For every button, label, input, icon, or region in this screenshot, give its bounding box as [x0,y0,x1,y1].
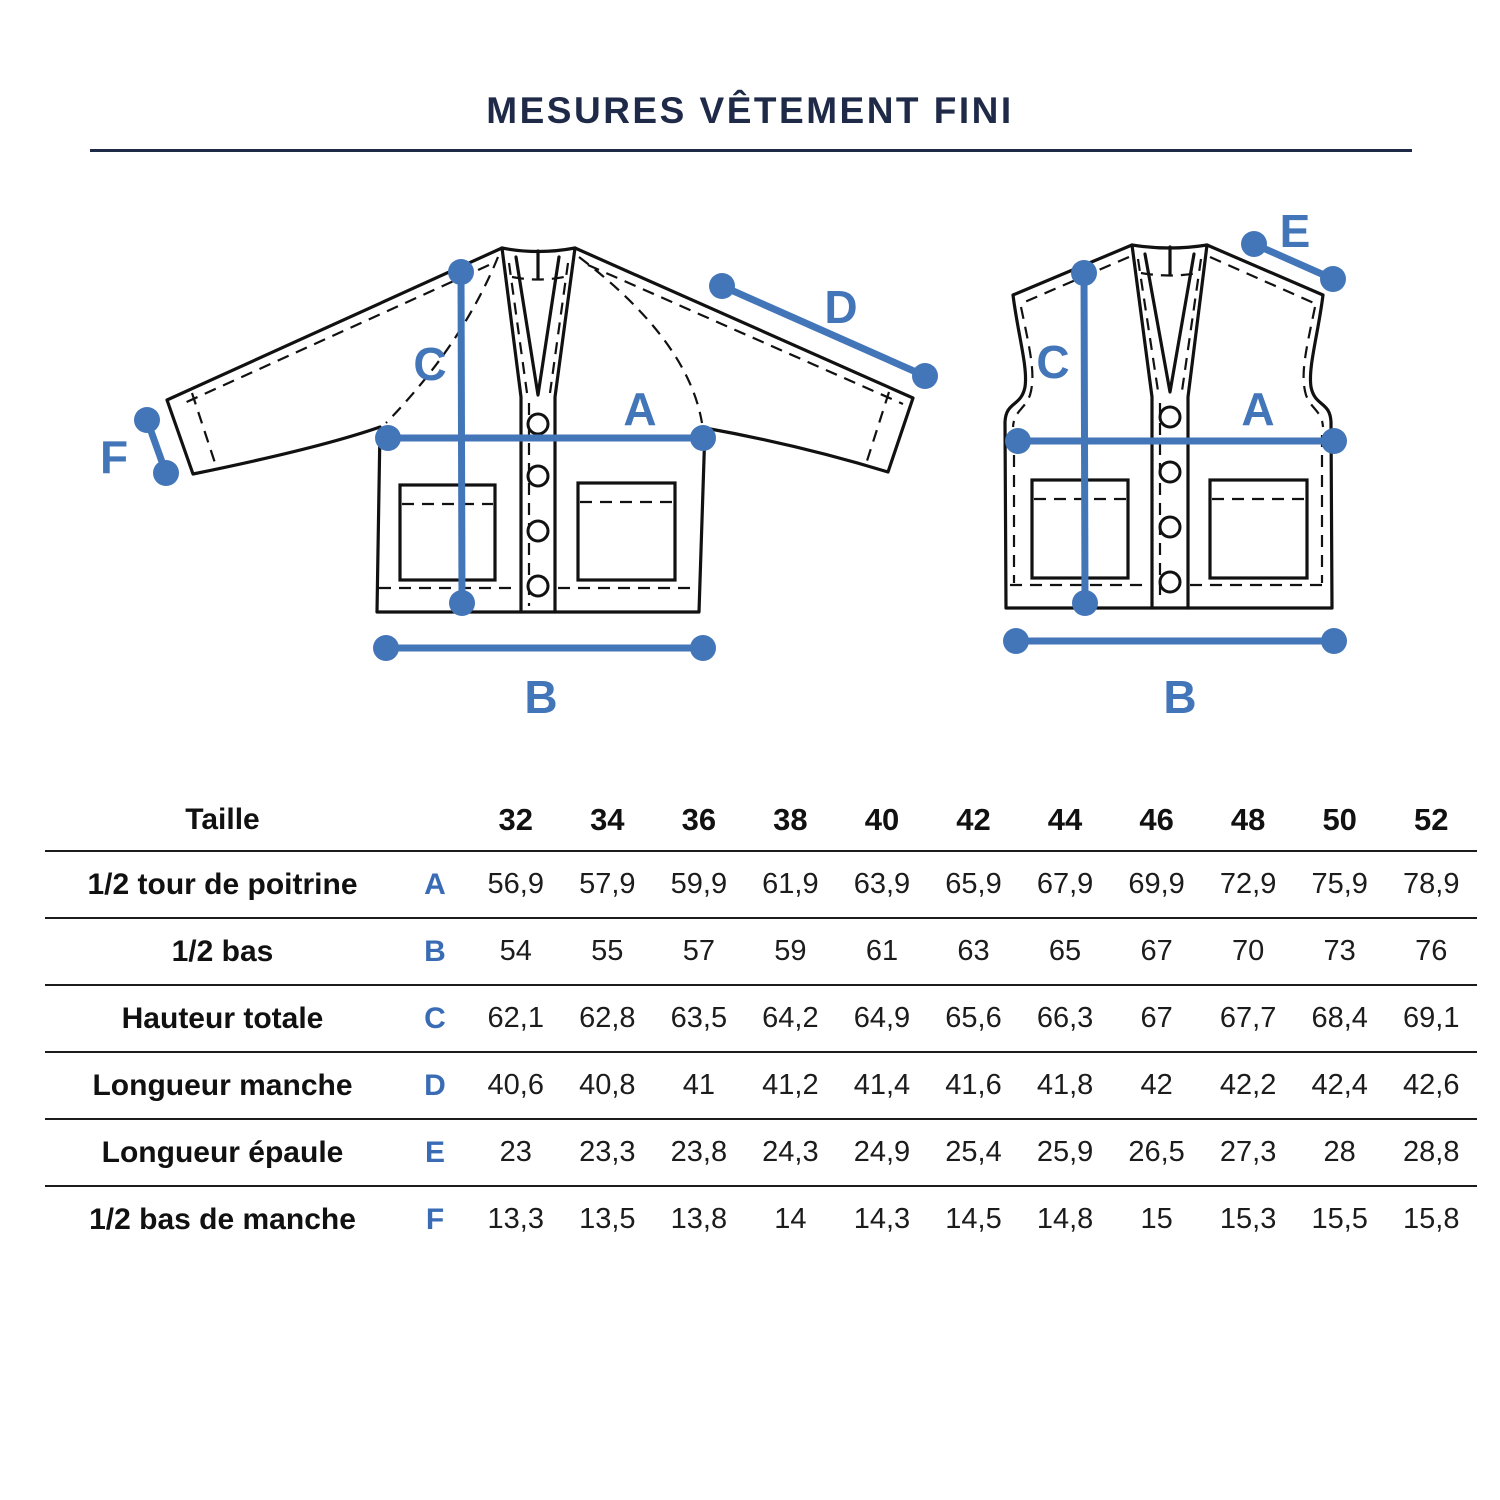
size-value: 61,9 [762,868,819,900]
size-col-header: 52 [1413,802,1449,837]
size-value: 15,5 [1311,1203,1368,1235]
size-value: 40,8 [579,1069,636,1101]
button-icon [528,521,548,541]
row-label: 1/2 bas [171,934,274,968]
table-row [45,852,1477,919]
measure-label-c-cardigan: C [413,338,447,390]
size-col-header: 36 [681,802,717,837]
size-col-header: 40 [864,802,900,837]
size-value: 65,6 [945,1002,1002,1034]
measure-label-d-cardigan: D [824,281,858,333]
size-value: 64,9 [853,1002,911,1034]
size-value: 13,8 [670,1203,728,1235]
measure-label-a-cardigan: A [623,383,657,435]
size-value: 62,8 [579,1002,636,1034]
size-value: 54 [499,935,532,967]
cardigan-drawing [167,248,913,612]
size-value: 57,9 [579,868,636,900]
measure-letter: C [424,1001,446,1035]
size-value: 65,9 [945,868,1002,900]
measure-label-a-vest: A [1241,383,1275,435]
size-value: 41,2 [762,1069,819,1101]
size-value: 28,8 [1403,1136,1460,1168]
size-value: 27,3 [1219,1136,1277,1168]
size-value: 67 [1140,1002,1173,1034]
row-label: Longueur manche [92,1068,353,1102]
size-value: 63,9 [853,868,911,900]
size-value: 75,9 [1311,868,1368,900]
size-value: 67 [1140,935,1173,967]
size-value: 42,2 [1219,1069,1277,1101]
size-value: 13,3 [487,1203,544,1235]
size-value: 76 [1415,935,1448,967]
size-value: 67,7 [1219,1002,1277,1034]
finished-garment-diagram [0,190,1500,770]
button-icon [528,414,548,434]
size-value: 57 [682,935,715,967]
table-row [45,1120,1477,1187]
size-value: 15,3 [1219,1203,1277,1235]
size-value: 72,9 [1219,868,1277,900]
measure-letter: A [424,867,446,901]
size-value: 15 [1140,1203,1173,1235]
table-row [45,986,1477,1053]
size-value: 23,8 [670,1136,728,1168]
button-icon [1160,517,1180,537]
size-col-header: 42 [956,802,991,837]
size-value: 13,5 [579,1203,636,1235]
size-value: 41,8 [1036,1069,1094,1101]
size-value: 14,5 [945,1203,1002,1235]
size-value: 66,3 [1036,1002,1094,1034]
size-value: 14,3 [853,1203,911,1235]
size-value: 78,9 [1403,868,1460,900]
size-value: 14,8 [1036,1203,1094,1235]
row-label: 1/2 bas de manche [89,1202,356,1236]
size-table-body [45,852,1477,1252]
size-value: 70 [1232,935,1265,967]
size-value: 55 [591,935,624,967]
measure-label-e-vest: E [1279,205,1311,257]
size-col-header: 32 [498,802,533,837]
size-value: 23 [499,1136,532,1168]
size-value: 42,6 [1403,1069,1460,1101]
row-label: Longueur épaule [101,1135,344,1169]
measure-letter: F [425,1202,445,1236]
row-label: 1/2 tour de poitrine [87,867,358,901]
size-value: 59 [774,935,807,967]
size-value: 14 [774,1203,807,1235]
measure-label-c-vest: C [1036,336,1070,388]
size-value: 61 [865,935,899,967]
button-icon [1160,407,1180,427]
size-value: 69,1 [1403,1002,1460,1034]
size-value: 67,9 [1036,868,1094,900]
size-col-header: 38 [773,802,808,837]
size-value: 40,6 [487,1069,544,1101]
page-title: MESURES VÊTEMENT FINI [486,90,1014,131]
table-header-label: Taille [185,803,260,836]
measure-letter: E [424,1135,445,1169]
size-value: 59,9 [670,868,728,900]
size-value: 25,9 [1036,1136,1094,1168]
button-icon [528,466,548,486]
table-row [45,1187,1477,1252]
size-value: 62,1 [487,1002,544,1034]
size-value: 23,3 [579,1136,636,1168]
title-divider [90,149,1412,152]
size-value: 15,8 [1403,1203,1460,1235]
size-value: 42 [1140,1069,1173,1101]
size-value: 69,9 [1128,868,1185,900]
size-table [45,790,1477,1252]
button-icon [528,576,548,596]
size-value: 26,5 [1128,1136,1185,1168]
size-value: 42,4 [1311,1069,1368,1101]
vest-drawing [1005,245,1332,608]
size-value: 65 [1048,935,1082,967]
size-value: 68,4 [1311,1002,1368,1034]
size-value: 56,9 [487,868,544,900]
measure-label-f-cardigan: F [99,431,129,483]
measure-letter: B [424,934,446,968]
size-col-header: 34 [590,802,625,837]
size-col-header: 46 [1139,802,1174,837]
size-value: 28 [1323,1136,1356,1168]
button-icon [1160,462,1180,482]
row-label: Hauteur totale [121,1001,324,1035]
size-value: 63,5 [670,1002,728,1034]
size-value: 73 [1323,935,1356,967]
size-col-header: 50 [1322,802,1357,837]
size-value: 63 [957,935,990,967]
size-value: 41 [682,1069,715,1101]
size-value: 24,3 [762,1136,819,1168]
size-value: 64,2 [762,1002,819,1034]
size-value: 41,4 [853,1069,911,1101]
table-row [45,919,1477,986]
measure-label-b-vest: B [1163,671,1197,723]
measure-letter: D [424,1068,446,1102]
size-value: 41,6 [945,1069,1002,1101]
size-col-header: 44 [1047,802,1083,837]
button-icon [1160,572,1180,592]
table-header-row [45,790,1477,852]
size-value: 24,9 [853,1136,911,1168]
measure-label-b-cardigan: B [524,671,558,723]
table-row [45,1053,1477,1120]
size-value: 25,4 [945,1136,1002,1168]
size-col-header: 48 [1230,802,1266,837]
